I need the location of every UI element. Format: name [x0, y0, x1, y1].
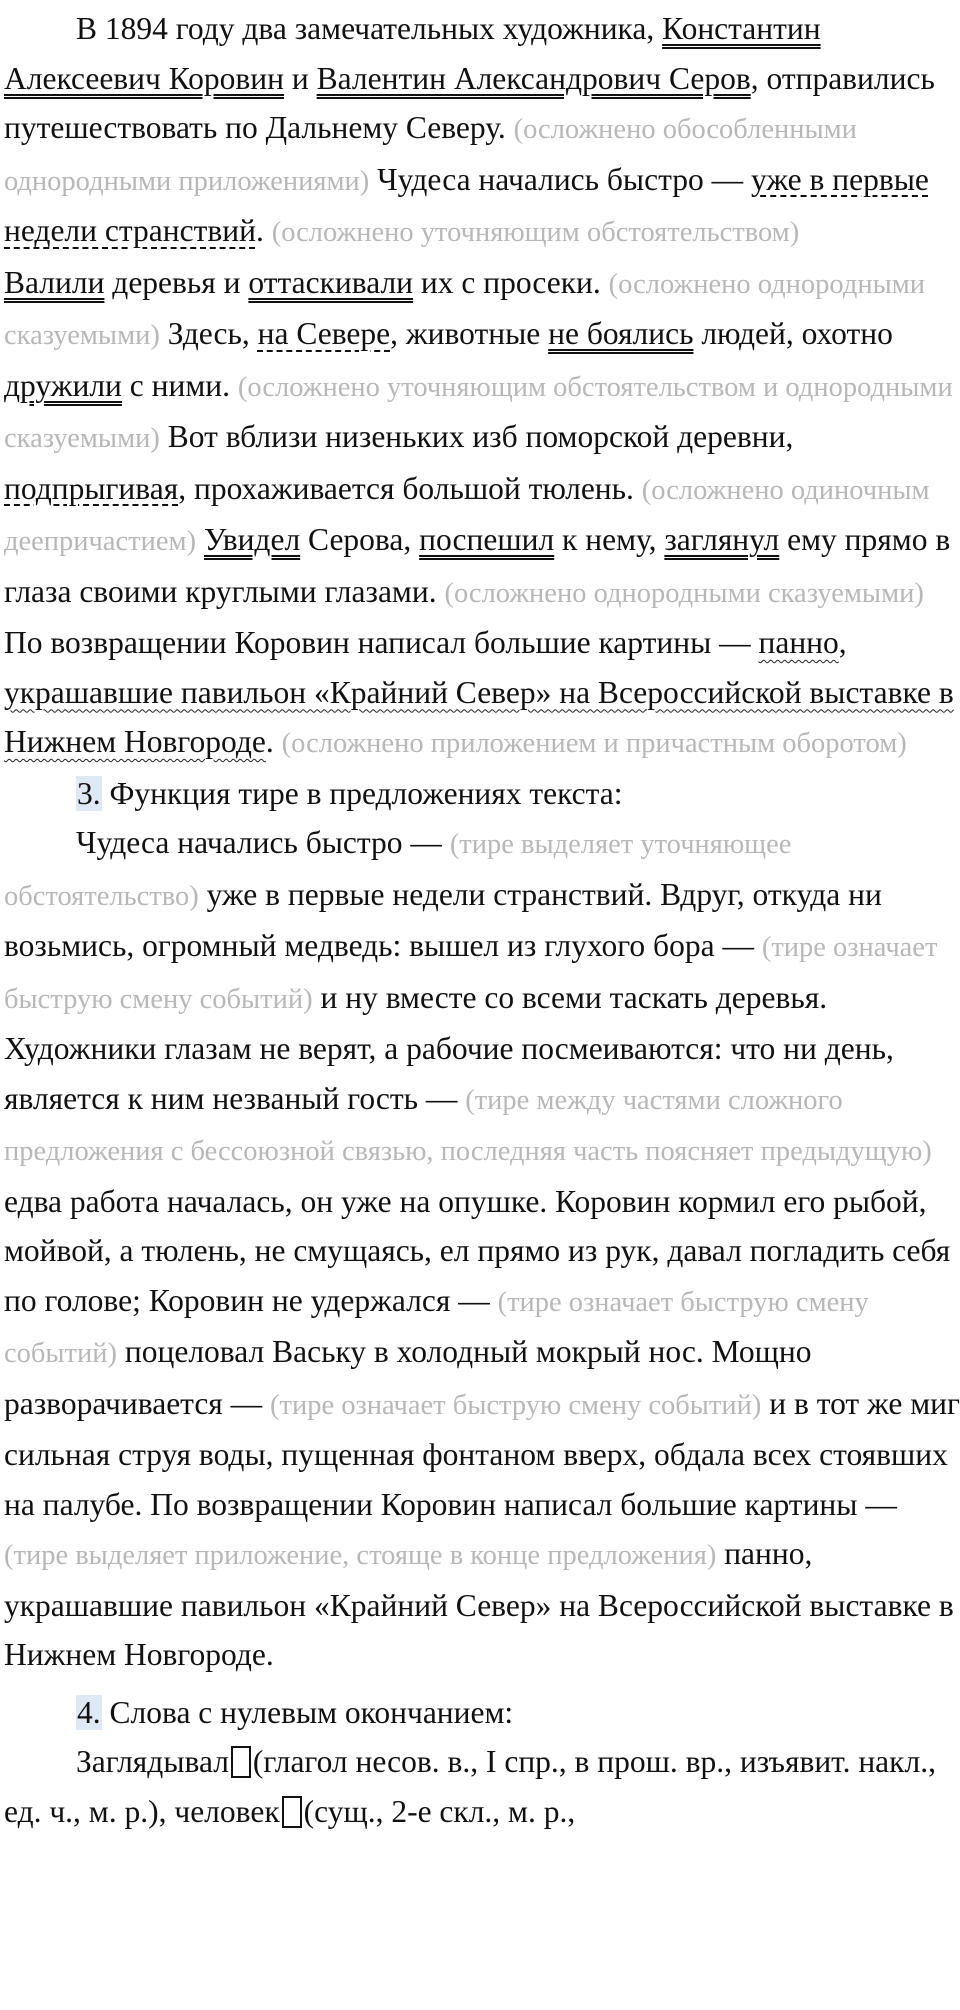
grammar-note: (тире выделяет уточняющее обстоятельство): [4, 829, 792, 912]
grammar-note: (тире между частями сложного предложения с бессоюзной связью, последняя часть поясняет предыдущую): [4, 1084, 932, 1167]
text: Чудеса начались быстро —: [369, 161, 751, 197]
text: , животные: [390, 316, 549, 351]
zero-ending-box-icon: [282, 1796, 302, 1828]
section-number: 3.: [77, 775, 101, 811]
paragraph-2: [4, 258, 960, 769]
clarifying-circumstance: на Севере: [257, 316, 391, 351]
grammar-note: (осложнено обособленными однородными приложениями): [4, 114, 857, 197]
text: В 1894 году два замечательных художника,: [76, 11, 663, 46]
text: , отправились путешествовать по Дальнему Северу.: [4, 60, 935, 145]
text: ему прямо в глаза своими круглыми глазами.: [4, 522, 951, 609]
gerund: подпрыгивая: [4, 470, 179, 506]
text: и ну вместе со всеми таскать деревья. Художники глазам не верят, а рабочие посмеиваются: что ни день, является к ним незваный гость —: [4, 979, 894, 1116]
apposition: панно: [758, 625, 839, 660]
text: ,: [838, 625, 847, 660]
grammar-note: (осложнено приложением и причастным оборотом): [281, 728, 907, 759]
paragraph-3: [4, 818, 960, 1680]
apposition-korovin: Константин Алексеевич Коровин: [4, 11, 821, 96]
predicate: дружили: [4, 367, 122, 403]
predicate: поспешил: [419, 522, 555, 557]
text: поцеловал Ваську в холодный мокрый нос. Мощно разворачивается —: [4, 1334, 812, 1421]
text: панно, украшавшие павильон «Крайний Север» на Всероссийской выставке в Нижнем Новгороде.: [4, 1536, 954, 1672]
grammar-note: (осложнено уточняющим обстоятельством): [271, 217, 800, 248]
section-title: Слова с нулевым окончанием:: [101, 1694, 514, 1730]
section-3-heading: [4, 769, 960, 819]
text: Вот вблизи низеньких изб поморской деревни,: [159, 419, 794, 454]
word: Заглядывал: [76, 1744, 229, 1779]
section-title: Функция тире в предложениях текста:: [101, 775, 623, 811]
text: .: [265, 724, 282, 759]
participial-phrase: украшавшие павильон «Крайний Север» на Всероссийской выставке в Нижнем Новгороде: [4, 674, 954, 759]
grammar-note: (осложнено одиночным деепричастием): [4, 474, 930, 557]
word: человек: [166, 1793, 280, 1829]
section-4-heading: [4, 1688, 960, 1738]
grammar-note: (тире означает быструю смену событий): [4, 1286, 869, 1369]
text: уже в первые недели странствий. Вдруг, откуда ни возьмись, огромный медведь: вышел из глухого бора —: [4, 876, 882, 963]
predicate: Увидел: [203, 522, 301, 557]
text: .: [255, 213, 272, 248]
grammar-note: (осложнено однородными сказуемыми): [444, 577, 924, 609]
grammar-note: (тире выделяет приложение, стояще в конце предложения): [4, 1540, 717, 1571]
text: едва работа началась, он уже на опушке. Коровин кормил его рыбой, мойвой, а тюлень, не смущаясь, ел прямо из рук, давал погладить себя по голове; Коровин не удержался —: [4, 1183, 951, 1318]
apposition-serov: Валентин Александрович Серов: [316, 60, 751, 96]
text: с ними.: [121, 367, 238, 403]
paragraph-4: [4, 1737, 960, 1836]
section-number: 4.: [77, 1694, 101, 1730]
text: людей, охотно: [693, 316, 893, 351]
predicate: заглянул: [664, 522, 780, 557]
text: Серова,: [300, 522, 420, 557]
text: Чудеса начались быстро —: [76, 825, 450, 860]
text: деревья и: [104, 264, 249, 300]
text: их с просеки.: [413, 264, 609, 300]
text: к нему,: [554, 522, 665, 557]
paragraph-1: [4, 4, 960, 258]
predicate: Валили: [4, 264, 105, 300]
text: , прохаживается большой тюлень.: [178, 470, 642, 506]
text: Здесь,: [159, 316, 258, 351]
clarifying-circumstance: уже в первые недели странствий: [4, 161, 929, 248]
morphology-note: (сущ., 2-е скл., м. р.,: [303, 1793, 576, 1829]
morphology-note: (глагол несов. в., I спр., в прош. вр., изъявит. накл., ед. ч., м. р.),: [4, 1744, 936, 1829]
predicate: не боялись: [548, 316, 694, 351]
grammar-note: (тире означает быструю смену событий): [4, 932, 938, 1015]
predicate: оттаскивали: [248, 264, 414, 300]
grammar-note: (осложнено уточняющим обстоятельством и однородными сказуемыми): [4, 371, 953, 454]
text: и: [284, 60, 317, 96]
text: По возвращении Коровин написал большие картины —: [4, 625, 759, 660]
text: и в тот же миг сильная струя воды, пущенная фонтаном вверх, обдала всех стоявших на палубе. По возвращении Коровин написал большие картины —: [4, 1385, 960, 1522]
zero-ending-box-icon: [231, 1746, 251, 1778]
grammar-note: (осложнено однородными сказуемыми): [4, 268, 926, 351]
grammar-note: (тире означает быструю смену событий): [270, 1389, 762, 1421]
text: [196, 522, 204, 557]
